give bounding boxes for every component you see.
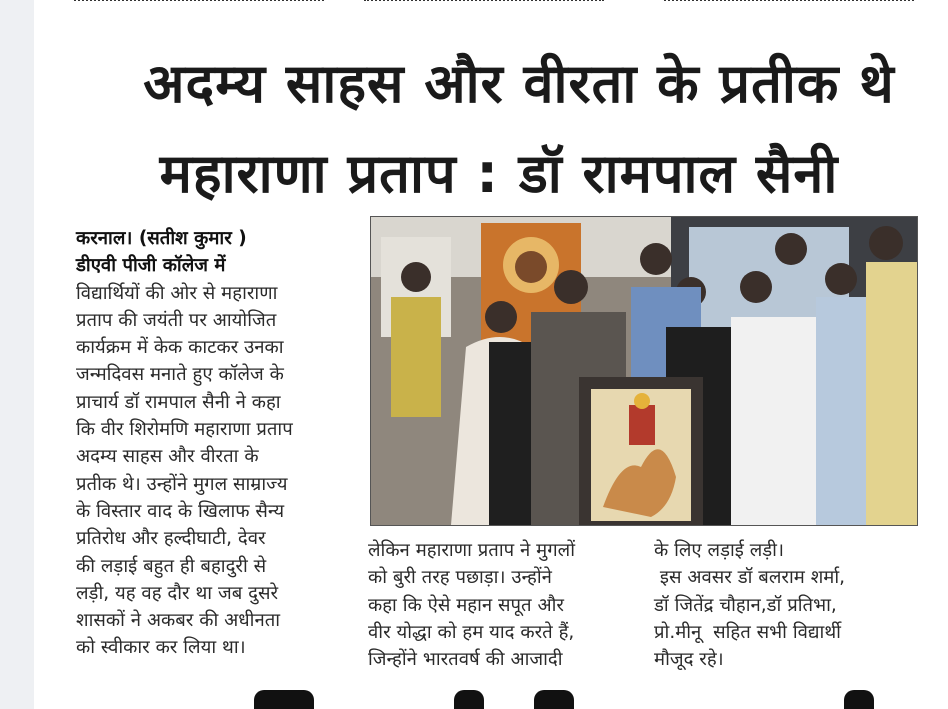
dateline: करनाल। (सतीश कुमार ) xyxy=(76,228,247,249)
article-column-2 xyxy=(368,537,638,673)
article-line: कार्यक्रम में केक काटकर उनका xyxy=(76,337,284,359)
article-line: डॉ जितेंद्र चौहान,डॉ प्रतिभा, xyxy=(654,594,837,616)
article-column-3 xyxy=(654,537,944,673)
viewer-left-strip xyxy=(0,0,35,709)
article-line: लड़ी, यह वह दौर था जब दुसरे xyxy=(76,582,279,604)
next-headline-cutoff xyxy=(34,690,948,709)
previous-article-cutoff xyxy=(34,0,948,9)
article-line: डीएवी पीजी कॉलेज में xyxy=(76,255,226,277)
article-line: इस अवसर डॉ बलराम शर्मा, xyxy=(654,567,846,589)
newspaper-clipping xyxy=(34,0,948,709)
article-line: प्रताप की जयंती पर आयोजित xyxy=(76,309,277,331)
article-line: को स्वीकार कर लिया था। xyxy=(76,637,246,659)
article-line: प्रतिरोध और हल्दीघाटी, देवर xyxy=(76,528,266,550)
article-line: के विस्तार वाद के खिलाफ सैन्य xyxy=(76,500,285,522)
article-line: प्राचार्य डॉ रामपाल सैनी ने कहा xyxy=(76,391,281,413)
article-line: जिन्होंने भारतवर्ष की आजादी xyxy=(368,649,563,671)
article-line: लेकिन महाराणा प्रताप ने मुगलों xyxy=(368,540,575,561)
article-column-1 xyxy=(76,225,376,662)
article-line: के लिए लड़ाई लड़ी। xyxy=(654,540,784,561)
article-line: प्रतीक थे। उन्होंने मुगल साम्राज्य xyxy=(76,473,288,495)
article-line: जन्मदिवस मनाते हुए कॉलेज के xyxy=(76,364,284,386)
article-line: प्रो.मीनू सहित सभी विद्यार्थी xyxy=(654,621,841,643)
news-photo xyxy=(370,216,918,526)
article-line: शासकों ने अकबर की अधीनता xyxy=(76,610,281,632)
article-line: को बुरी तरह पछाड़ा। उन्होंने xyxy=(368,567,552,589)
article-line: अदम्य साहस और वीरता के xyxy=(76,446,259,468)
headline-line-2: महाराणा प्रताप : डॉ रामपाल सैनी xyxy=(159,142,839,205)
article-line: वीर योद्धा को हम याद करते हैं, xyxy=(368,621,575,643)
article-line: कहा कि ऐसे महान सपूत और xyxy=(368,594,564,616)
article-line: मौजूद रहे। xyxy=(654,649,724,671)
article-line: की लड़ाई बहुत ही बहादुरी से xyxy=(76,555,267,577)
photo-group-with-painting xyxy=(371,217,917,525)
headline-line-1: अदम्य साहस और वीरता के प्रतीक थे xyxy=(143,52,895,115)
article-line: कि वीर शिरोमणि महाराणा प्रताप xyxy=(76,419,293,441)
article-line: विद्यार्थियों की ओर से महाराणा xyxy=(76,282,278,304)
